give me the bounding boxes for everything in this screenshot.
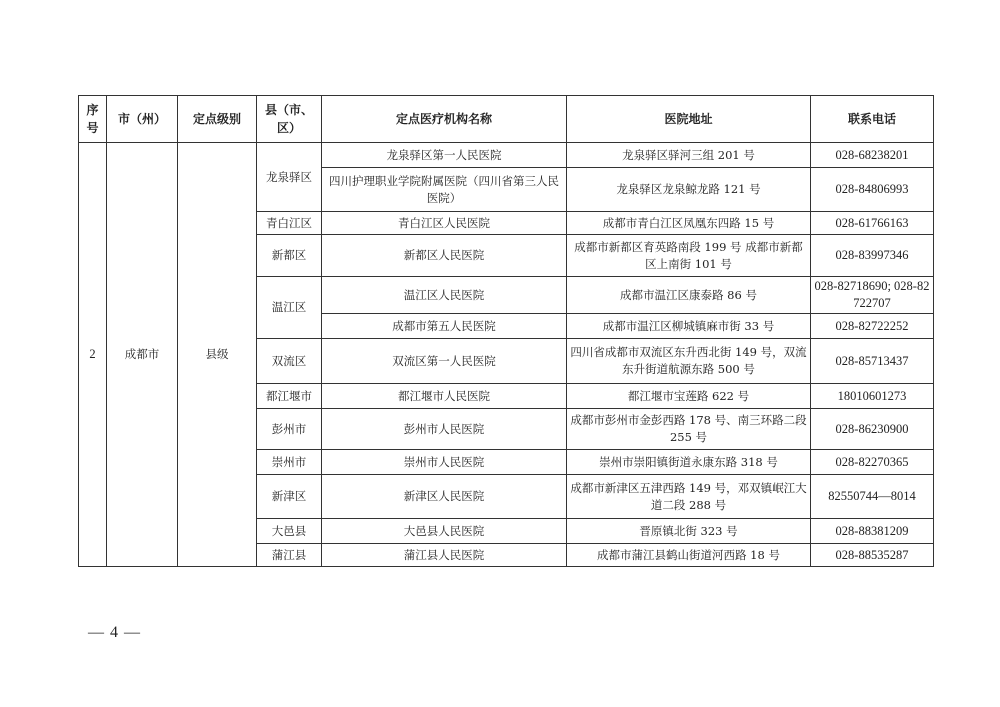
institution-cell: 青白江区人民医院 <box>322 212 567 235</box>
level-cell: 县级 <box>178 143 257 567</box>
header-city: 市（州） <box>107 96 178 143</box>
phone-cell: 028-85713437 <box>811 339 934 384</box>
institution-cell: 四川护理职业学院附属医院（四川省第三人民医院） <box>322 168 567 212</box>
county-cell: 大邑县 <box>257 519 322 544</box>
header-seq: 序号 <box>79 96 107 143</box>
address-cell: 成都市青白江区凤凰东四路 15 号 <box>567 212 811 235</box>
phone-cell: 028-68238201 <box>811 143 934 168</box>
county-cell: 崇州市 <box>257 450 322 475</box>
hospital-table-container <box>78 95 933 567</box>
institution-cell: 新津区人民医院 <box>322 475 567 519</box>
page-number: — 4 — <box>88 624 141 641</box>
phone-cell: 028-61766163 <box>811 212 934 235</box>
header-address: 医院地址 <box>567 96 811 143</box>
phone-cell: 028-88381209 <box>811 519 934 544</box>
institution-cell: 温江区人民医院 <box>322 277 567 314</box>
county-cell: 彭州市 <box>257 409 322 450</box>
address-cell: 成都市蒲江县鹤山街道河西路 18 号 <box>567 544 811 567</box>
address-cell: 四川省成都市双流区东升西北街 149 号，双流东升街道航源东路 500 号 <box>567 339 811 384</box>
county-cell: 新都区 <box>257 235 322 277</box>
table-body <box>79 143 934 567</box>
address-cell: 成都市新津区五津西路 149 号，邓双镇岷江大道二段 288 号 <box>567 475 811 519</box>
address-cell: 龙泉驿区龙泉鲸龙路 121 号 <box>567 168 811 212</box>
institution-cell: 崇州市人民医院 <box>322 450 567 475</box>
header-county: 县（市、区） <box>257 96 322 143</box>
table-row <box>79 143 934 168</box>
institution-cell: 彭州市人民医院 <box>322 409 567 450</box>
hospital-table <box>78 95 934 567</box>
address-cell: 成都市温江区柳城镇麻市街 33 号 <box>567 314 811 339</box>
header-institution: 定点医疗机构名称 <box>322 96 567 143</box>
phone-cell: 028-88535287 <box>811 544 934 567</box>
header-level: 定点级别 <box>178 96 257 143</box>
county-cell: 双流区 <box>257 339 322 384</box>
address-cell: 成都市彭州市金彭西路 178 号、南三环路二段 255 号 <box>567 409 811 450</box>
address-cell: 晋原镇北街 323 号 <box>567 519 811 544</box>
institution-cell: 蒲江县人民医院 <box>322 544 567 567</box>
phone-cell: 18010601273 <box>811 384 934 409</box>
phone-cell: 028-86230900 <box>811 409 934 450</box>
institution-cell: 成都市第五人民医院 <box>322 314 567 339</box>
institution-cell: 大邑县人民医院 <box>322 519 567 544</box>
institution-cell: 都江堰市人民医院 <box>322 384 567 409</box>
county-cell: 龙泉驿区 <box>257 143 322 212</box>
address-cell: 崇州市崇阳镇街道永康东路 318 号 <box>567 450 811 475</box>
county-cell: 青白江区 <box>257 212 322 235</box>
phone-cell: 028-84806993 <box>811 168 934 212</box>
phone-cell: 028-83997346 <box>811 235 934 277</box>
address-cell: 成都市温江区康泰路 86 号 <box>567 277 811 314</box>
address-cell: 都江堰市宝莲路 622 号 <box>567 384 811 409</box>
county-cell: 蒲江县 <box>257 544 322 567</box>
phone-cell: 82550744—8014 <box>811 475 934 519</box>
phone-cell: 028-82718690; 028-82722707 <box>811 277 934 314</box>
institution-cell: 双流区第一人民医院 <box>322 339 567 384</box>
county-cell: 都江堰市 <box>257 384 322 409</box>
county-cell: 温江区 <box>257 277 322 339</box>
county-cell: 新津区 <box>257 475 322 519</box>
seq-cell: 2 <box>79 143 107 567</box>
address-cell: 龙泉驿区驿河三组 201 号 <box>567 143 811 168</box>
institution-cell: 新都区人民医院 <box>322 235 567 277</box>
phone-cell: 028-82722252 <box>811 314 934 339</box>
header-phone: 联系电话 <box>811 96 934 143</box>
address-cell: 成都市新都区育英路南段 199 号 成都市新都区上南街 101 号 <box>567 235 811 277</box>
city-cell: 成都市 <box>107 143 178 567</box>
table-header-row <box>79 96 934 143</box>
institution-cell: 龙泉驿区第一人民医院 <box>322 143 567 168</box>
phone-cell: 028-82270365 <box>811 450 934 475</box>
